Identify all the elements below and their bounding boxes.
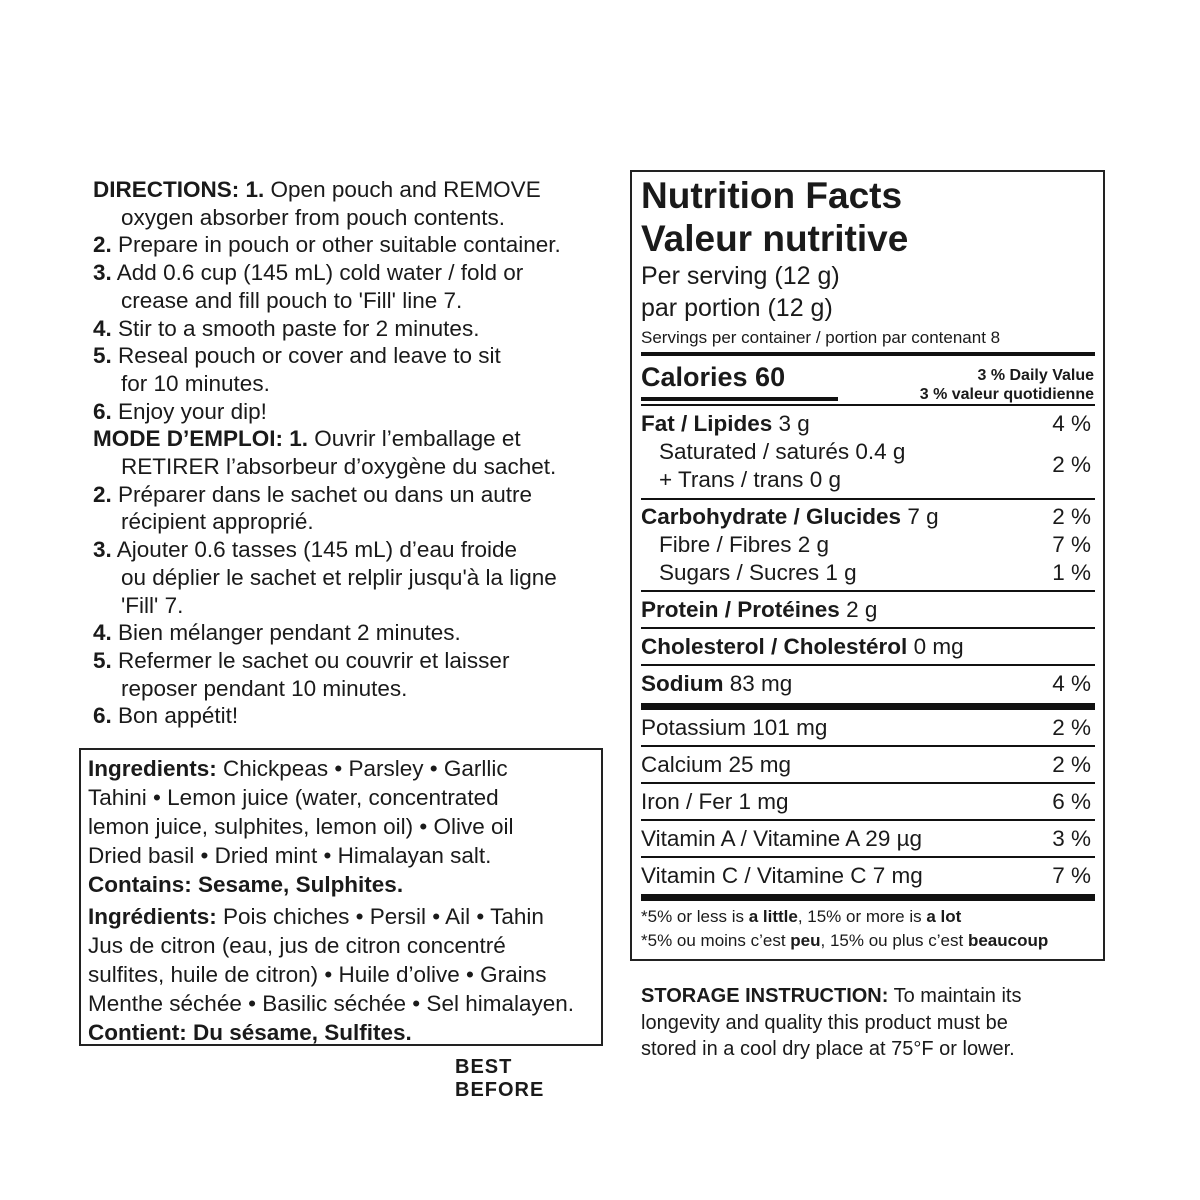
nutrient-label: Sodium [641, 671, 724, 696]
footnote-fr [641, 931, 1048, 951]
footnote-text: *5% ou moins c’est [641, 931, 791, 950]
nutrient-pct: 4 % [1052, 671, 1091, 696]
step-number: 2. [93, 481, 112, 507]
step-text: Enjoy your dip! [118, 398, 267, 424]
nutrient-pct: 6 % [1052, 789, 1091, 814]
nutrition-title-fr: Valeur nutritive [641, 218, 909, 259]
serving-size-en: Per serving (12 g) [641, 262, 840, 290]
nutrient-pct: 2 % [1052, 715, 1091, 740]
nutrient-amount: 2 g [846, 597, 878, 622]
nutrient-amount: 0 mg [913, 634, 964, 659]
footnote-text: , 15% or more is [797, 907, 927, 926]
nutrient-label: Vitamin A / Vitamine A 29 µg [641, 826, 923, 851]
nutrient-pct: 2 % [1052, 752, 1091, 777]
step-text-cont: récipient approprié. [121, 509, 314, 535]
rule [641, 782, 1095, 784]
step-text: Ajouter 0.6 tasses (145 mL) d’eau froide [116, 537, 518, 563]
contient-statement: Contient: Du sésame, Sulfites. [88, 1020, 412, 1045]
nutrient-iron [641, 789, 1091, 815]
rule [641, 627, 1095, 629]
step-text-cont: ou déplier le sachet et relplir jusqu'à la ligne [121, 564, 557, 590]
step-number: 6. [93, 398, 112, 424]
nutrient-sugars [641, 560, 1091, 586]
nutrient-label: Potassium 101 mg [641, 715, 828, 740]
contains-statement: Contains: Sesame, Sulphites. [88, 872, 404, 897]
nutrition-title-en: Nutrition Facts [641, 175, 903, 216]
step-number: 5. [93, 343, 112, 369]
nutrient-label: + Trans / trans 0 g [659, 467, 841, 492]
ingredients-line: Chickpeas • Parsley • Garllic [223, 756, 508, 781]
ingredients-line: Dried basil • Dried mint • Himalayan salt. [88, 843, 492, 868]
ingredients-line: Pois chiches • Persil • Ail • Tahin [223, 904, 544, 929]
footnote-text: , 15% ou plus c’est [820, 931, 968, 950]
step-text: Ouvrir l’emballage et [314, 426, 521, 452]
step-text-cont: 'Fill' 7. [121, 592, 184, 618]
nutrient-cholesterol [641, 634, 1091, 660]
footnote-bold: a lot [926, 907, 962, 926]
nutrient-fat [641, 411, 1091, 437]
footnote-text: *5% or less is [641, 907, 749, 926]
step-text: Stir to a smooth paste for 2 minutes. [118, 315, 480, 341]
nutrient-pct: 1 % [1052, 560, 1091, 585]
dv-header-en: 3 % Daily Value [977, 367, 1094, 384]
step-text: Reseal pouch or cover and leave to sit [118, 343, 501, 369]
storage-line: longevity and quality this product must be [641, 1011, 1008, 1034]
nutrient-label: Iron / Fer 1 mg [641, 789, 789, 814]
step-text: Refermer le sachet ou couvrir et laisser [118, 647, 510, 673]
step-text: Add 0.6 cup (145 mL) cold water / fold or [116, 260, 524, 286]
calories: Calories 60 [641, 362, 786, 392]
storage-line: To maintain its [893, 985, 1022, 1007]
nutrient-potassium [641, 715, 1091, 741]
step-text: Bon appétit! [118, 703, 239, 729]
ingredients-line: Tahini • Lemon juice (water, concentrated [88, 785, 499, 810]
directions-section [93, 176, 633, 730]
best-before-label: BEST BEFORE [455, 1056, 545, 1101]
rule [641, 590, 1095, 592]
nutrient-saturated [641, 439, 1091, 465]
nutrient-label: Vitamin C / Vitamine C 7 mg [641, 863, 923, 888]
nutrient-label: Carbohydrate / Glucides [641, 504, 902, 529]
footnote-bold: beaucoup [967, 931, 1049, 950]
nutrient-vitamin-c [641, 863, 1091, 889]
step-number: 1. [289, 426, 309, 452]
nutrient-pct: 4 % [1052, 411, 1091, 436]
nutrient-pct: 7 % [1052, 863, 1091, 888]
step-text-cont: oxygen absorber from pouch contents. [121, 204, 505, 230]
step-text-cont: RETIRER l’absorbeur d’oxygène du sachet. [121, 454, 557, 480]
nutrient-label: Fibre / Fibres 2 g [659, 532, 830, 557]
nutrient-amount: 3 g [778, 411, 810, 436]
dv-header-fr: 3 % valeur quotidienne [919, 386, 1094, 403]
storage-line: stored in a cool dry place at 75°F or lower. [641, 1038, 1015, 1060]
nutrient-vitamin-a [641, 826, 1091, 852]
nutrient-amount: 7 g [907, 504, 939, 529]
nutrient-pct: 3 % [1052, 826, 1091, 851]
storage-instruction [641, 983, 1111, 1063]
step-text-cont: for 10 minutes. [121, 370, 270, 396]
step-number: 6. [93, 703, 112, 729]
step-number: 3. [93, 260, 112, 286]
nutrient-amount: 83 mg [729, 671, 793, 696]
nutrient-protein [641, 597, 1091, 623]
nutrient-label: Cholesterol / Cholestérol [641, 634, 908, 659]
thick-rule [641, 703, 1095, 710]
nutrient-label: Sugars / Sucres 1 g [659, 560, 857, 585]
nutrient-label: Calcium 25 mg [641, 752, 792, 777]
nutrient-calcium [641, 752, 1091, 778]
thick-rule [641, 352, 1095, 356]
step-number: 3. [93, 537, 112, 563]
nutrient-label: Saturated / saturés 0.4 g [659, 439, 906, 464]
nutrient-label: Fat / Lipides [641, 411, 773, 436]
ingredients-label: Ingredients: [88, 756, 217, 781]
rule [641, 498, 1095, 500]
step-text-cont: reposer pendant 10 minutes. [121, 675, 408, 701]
serving-size-fr: par portion (12 g) [641, 294, 833, 322]
ingredients-label-fr: Ingrédients: [88, 904, 217, 929]
footnote-en [641, 907, 961, 927]
rule [641, 664, 1095, 666]
step-number: 4. [93, 620, 112, 646]
footnote-bold: a little [748, 907, 798, 926]
nutrient-pct: 7 % [1052, 532, 1091, 557]
storage-label: STORAGE INSTRUCTION: [641, 985, 889, 1007]
nutrient-carbohydrate [641, 504, 1091, 530]
step-text: Open pouch and REMOVE [270, 177, 541, 202]
step-number: 5. [93, 647, 112, 673]
ingredients-line: Jus de citron (eau, jus de citron concentré [88, 933, 506, 958]
thick-rule [641, 894, 1095, 901]
step-number: 2. [93, 232, 112, 258]
rule [641, 404, 1095, 406]
ingredients-line: sulfites, huile de citron) • Huile d’olive • Grains [88, 962, 547, 987]
step-text-cont: crease and fill pouch to 'Fill' line 7. [121, 287, 463, 313]
servings-per-container: Servings per container / portion par contenant 8 [641, 328, 1001, 347]
step-text: Préparer dans le sachet ou dans un autre [118, 481, 533, 507]
best-before-clipped [455, 1052, 605, 1101]
rule [641, 819, 1095, 821]
nutrient-pct: 2 % [1052, 504, 1091, 529]
ingredients-line: lemon juice, sulphites, lemon oil) • Olive oil [88, 814, 514, 839]
rule [641, 856, 1095, 858]
ingredients-line: Menthe séchée • Basilic séchée • Sel himalayen. [88, 991, 575, 1016]
step-number: 4. [93, 315, 112, 341]
step-text: Bien mélanger pendant 2 minutes. [118, 620, 461, 646]
nutrient-fibre [641, 532, 1091, 558]
nutrient-sodium [641, 671, 1091, 697]
mode-emploi-heading: MODE D’EMPLOI: [93, 426, 283, 452]
directions-heading: DIRECTIONS: [93, 177, 240, 202]
step-text: Prepare in pouch or other suitable container. [118, 232, 561, 258]
nutrient-label: Protein / Protéines [641, 597, 840, 622]
step-number: 1. [245, 177, 265, 202]
nutrient-trans [641, 467, 1091, 493]
calories-underline [641, 397, 838, 401]
ingredients-text [88, 754, 608, 1047]
rule [641, 745, 1095, 747]
nutrient-pct: 2 % [1052, 452, 1091, 477]
footnote-bold: peu [790, 931, 821, 950]
